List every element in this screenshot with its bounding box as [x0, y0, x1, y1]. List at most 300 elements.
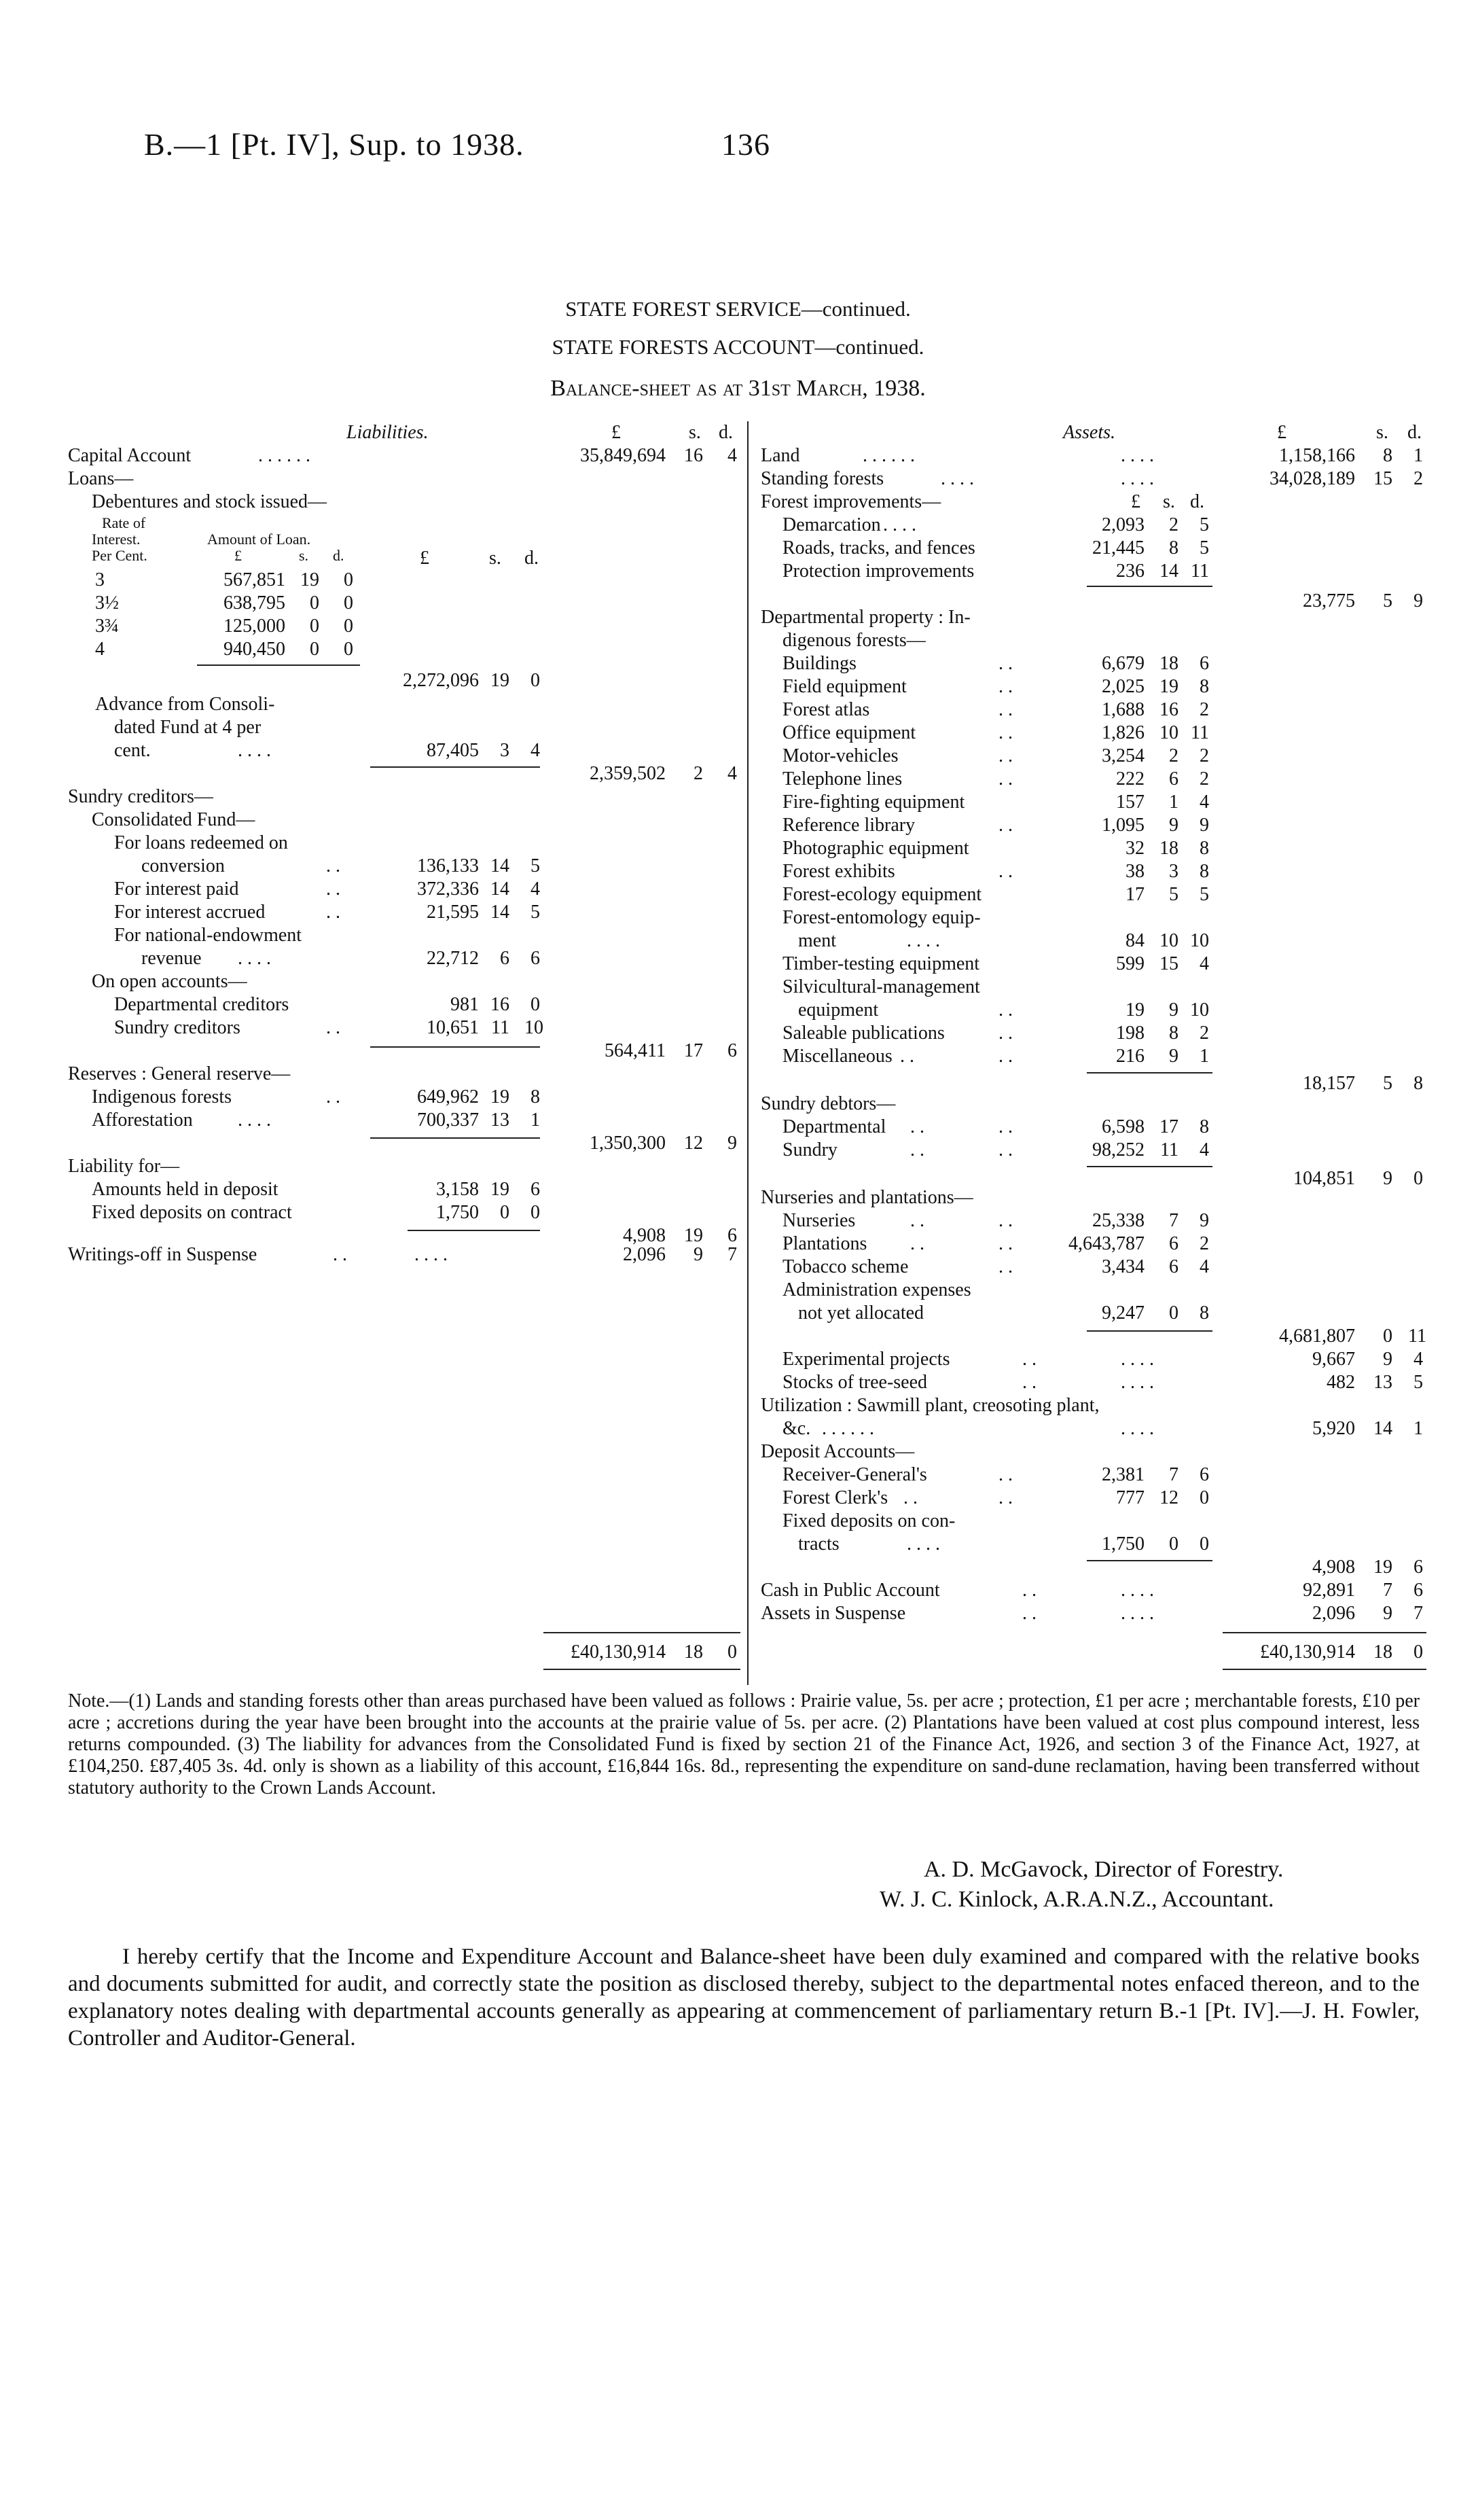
indigenous-forests-s: 19: [490, 1086, 509, 1107]
loan-amount-1: 567,851: [223, 569, 285, 590]
forest-ecology-equipment-label: Forest-ecology equipment: [782, 884, 982, 905]
debtors-sundry-s: 11: [1160, 1139, 1178, 1160]
fi-unit-d: d.: [1190, 491, 1204, 512]
liability-for-heading: Liability for—: [68, 1156, 180, 1177]
timber-testing-label: Timber-testing equipment: [782, 953, 980, 974]
liabilities-grand-total: £40,130,914: [571, 1641, 666, 1663]
divider: [408, 1230, 540, 1231]
interest-accrued-d: 5: [530, 902, 540, 923]
dots: . . . .: [883, 514, 916, 535]
dots: . .: [326, 855, 340, 876]
advance-label-1: Advance from Consoli-: [95, 694, 275, 715]
liab-head-pound: £: [611, 422, 621, 443]
redeemed-d: 5: [530, 855, 540, 876]
nurseries-amount: 25,338: [1092, 1210, 1145, 1231]
sundry-debtors-total-d: 0: [1414, 1168, 1423, 1189]
assets-head-s: s.: [1376, 422, 1388, 443]
debtors-sundry-amount: 98,252: [1092, 1139, 1145, 1160]
departmental-creditors-label: Departmental creditors: [114, 994, 289, 1015]
rate-1: 3: [95, 569, 105, 590]
dots: . .: [1022, 1349, 1037, 1370]
dots: . . . .: [1121, 1603, 1154, 1624]
forest-ecology-equipment-s: 5: [1169, 884, 1178, 905]
assets-grand-total: £40,130,914: [1260, 1641, 1355, 1663]
miscellaneous-label: Miscellaneous: [782, 1046, 893, 1067]
dots: . .: [326, 902, 340, 923]
endowment-s: 6: [500, 948, 509, 969]
entomology-label-2: ment: [798, 930, 836, 951]
sundry-creditors-label: Sundry creditors: [114, 1017, 240, 1038]
dots: . .: [998, 1233, 1013, 1254]
assets-suspense-s: 9: [1383, 1603, 1392, 1624]
nurseries-plantations-total-d: 11: [1408, 1326, 1426, 1347]
plantations-label: Plantations: [782, 1233, 867, 1254]
title-service: STATE FOREST SERVICE—continued.: [565, 297, 911, 321]
reserves-total-d: 9: [727, 1133, 737, 1154]
afforestation-s: 13: [490, 1110, 509, 1131]
demarcation-amount: 2,093: [1102, 514, 1145, 535]
cash-public-account-amount: 92,891: [1303, 1580, 1355, 1601]
sundry-creditors-total-d: 6: [727, 1040, 737, 1061]
receiver-general-amount: 2,381: [1102, 1464, 1145, 1485]
divider: [1087, 1166, 1212, 1167]
rate-header-2: Interest.: [92, 531, 141, 548]
dots: . .: [998, 745, 1013, 766]
divider: [543, 1632, 740, 1633]
dots: . .: [998, 768, 1013, 789]
field-equipment-amount: 2,025: [1102, 676, 1145, 697]
experimental-projects-label: Experimental projects: [782, 1349, 950, 1370]
plantations-amount: 4,643,787: [1068, 1233, 1145, 1254]
motor-vehicles-amount: 3,254: [1102, 745, 1145, 766]
forest-improvements-total: 23,775: [1303, 590, 1355, 611]
debtors-departmental-d: 8: [1200, 1116, 1209, 1137]
dots: . . . .: [1121, 445, 1154, 466]
tree-seed-s: 13: [1373, 1372, 1392, 1393]
page-reference: B.—1 [Pt. IV], Sup. to 1938.: [144, 127, 524, 162]
interest-paid-s: 14: [490, 879, 509, 900]
forest-atlas-label: Forest atlas: [782, 699, 870, 720]
liability-total-s: 19: [684, 1225, 703, 1246]
cash-public-account-s: 7: [1383, 1580, 1392, 1601]
interest-paid-d: 4: [530, 879, 540, 900]
indigenous-forests-d: 8: [530, 1086, 540, 1107]
land-d: 1: [1414, 445, 1423, 466]
admin-expenses-amount: 9,247: [1102, 1302, 1145, 1324]
debtors-departmental-label: Departmental: [782, 1116, 886, 1137]
departmental-property-total-s: 5: [1383, 1073, 1392, 1094]
forest-atlas-amount: 1,688: [1102, 699, 1145, 720]
dots: . . . .: [1121, 1580, 1154, 1601]
capital-account-label: Capital Account: [68, 445, 192, 466]
dots: . .: [998, 1487, 1013, 1508]
sundry-creditors-d: 10: [524, 1017, 543, 1038]
dots: . .: [998, 653, 1013, 674]
utilization-label-2: &c.: [782, 1418, 811, 1439]
receiver-general-label: Receiver-General's: [782, 1464, 927, 1485]
sundry-debtors-total-s: 9: [1383, 1168, 1392, 1189]
tobacco-scheme-s: 6: [1169, 1256, 1178, 1277]
loan-s-2: 0: [310, 592, 319, 614]
advance-label-3: cent.: [114, 740, 151, 761]
signature-accountant: W. J. C. Kinlock, A.R.A.N.Z., Accountant.: [880, 1887, 1274, 1912]
reference-library-d: 9: [1200, 815, 1209, 836]
forest-atlas-d: 2: [1200, 699, 1209, 720]
motor-vehicles-s: 2: [1169, 745, 1178, 766]
debentures-total: 2,272,096: [403, 670, 479, 691]
interest-paid-label: For interest paid: [114, 879, 239, 900]
loan-s-3: 0: [310, 616, 319, 637]
cash-public-account-label: Cash in Public Account: [761, 1580, 940, 1601]
buildings-s: 18: [1159, 653, 1178, 674]
cash-public-account-d: 6: [1414, 1580, 1423, 1601]
office-equipment-s: 10: [1159, 722, 1178, 743]
field-equipment-s: 19: [1159, 676, 1178, 697]
indigenous-forests-label: Indigenous forests: [92, 1086, 232, 1107]
nurseries-d: 9: [1200, 1210, 1209, 1231]
audit-certificate: I hereby certify that the Income and Expenditure Account and Balance-sheet have been duly examined and compared with the relative books and documents submitted for audit, and correctly state the position as disclosed thereby, subject to the departmental notes enfaced thereon, and to the explanatory notes dealing with departmental accounts generally as appearing at commencement of parliamentary return B.-1 [Pt. IV].—J. H. Fowler, Controller and Auditor-General.: [68, 1945, 1420, 2051]
admin-expenses-d: 8: [1200, 1302, 1209, 1324]
debentures-total-d: 0: [530, 670, 540, 691]
entomology-label-1: Forest-entomology equip-: [782, 907, 981, 928]
endowment-d: 6: [530, 948, 540, 969]
dots: . .: [998, 1046, 1013, 1067]
departmental-creditors-d: 0: [530, 994, 540, 1015]
silvicultural-amount: 19: [1126, 999, 1145, 1021]
debentures-total-s: 19: [490, 670, 509, 691]
dots: . .: [1022, 1580, 1037, 1601]
loan-amount-4: 940,450: [223, 639, 285, 660]
dots: . .: [326, 1086, 340, 1107]
reference-library-s: 9: [1169, 815, 1178, 836]
dots: . .: [910, 1139, 924, 1160]
divider: [1087, 1560, 1212, 1561]
mid-unit-d: d.: [524, 548, 539, 569]
forest-ecology-equipment-d: 5: [1200, 884, 1209, 905]
silvicultural-d: 10: [1190, 999, 1209, 1021]
loans-total: 2,359,502: [590, 763, 666, 784]
experimental-projects-d: 4: [1414, 1349, 1423, 1370]
afforestation-amount: 700,337: [417, 1110, 479, 1131]
dots: . . . .: [238, 740, 271, 761]
amt-unit-d: d.: [333, 547, 344, 564]
plantations-d: 2: [1200, 1233, 1209, 1254]
dots: . . . .: [907, 1533, 940, 1555]
field-equipment-label: Field equipment: [782, 676, 907, 697]
mid-unit-pound: £: [420, 548, 429, 569]
fixed-deposits-contracts-d: 0: [1200, 1533, 1209, 1555]
standing-forests-d: 2: [1414, 468, 1423, 489]
dots: . .: [333, 1244, 347, 1265]
roads-d: 5: [1200, 537, 1209, 558]
forest-clerk-label: Forest Clerk's: [782, 1487, 888, 1508]
field-equipment-d: 8: [1200, 676, 1209, 697]
rate-3: 3¾: [95, 616, 119, 637]
dots: . .: [903, 1487, 918, 1508]
forest-improvements-total-d: 9: [1414, 590, 1423, 611]
timber-testing-amount: 599: [1116, 953, 1145, 974]
amounts-deposit-label: Amounts held in deposit: [92, 1179, 278, 1200]
afforestation-d: 1: [530, 1110, 540, 1131]
fixed-deposits-s: 0: [500, 1202, 509, 1223]
departmental-property-total: 18,157: [1303, 1073, 1355, 1094]
telephone-lines-amount: 222: [1116, 768, 1145, 789]
dots: . . . .: [1121, 1418, 1154, 1439]
utilization-d: 1: [1414, 1418, 1423, 1439]
fi-unit-s: s.: [1163, 491, 1175, 512]
sundry-creditors-amount: 10,651: [427, 1017, 479, 1038]
reserves-total-s: 12: [684, 1133, 703, 1154]
telephone-lines-label: Telephone lines: [782, 768, 903, 789]
reserves-heading: Reserves : General reserve—: [68, 1063, 291, 1084]
fire-fighting-equipment-s: 1: [1169, 792, 1178, 813]
divider: [1223, 1669, 1426, 1670]
debtors-sundry-label: Sundry: [782, 1139, 838, 1160]
dots: . . . . . .: [822, 1418, 874, 1439]
utilization-label-1: Utilization : Sawmill plant, creosoting plant,: [761, 1395, 1100, 1416]
divider: [1087, 1072, 1212, 1073]
loans-heading: Loans—: [68, 468, 134, 489]
loan-d-4: 0: [344, 639, 353, 660]
amounts-deposit-d: 6: [530, 1179, 540, 1200]
divider: [370, 766, 540, 768]
standing-forests-label: Standing forests: [761, 468, 884, 489]
amt-unit-pound: £: [234, 547, 242, 564]
dots: . . . .: [1121, 1349, 1154, 1370]
deposit-accounts-total-d: 6: [1414, 1557, 1423, 1578]
sundry-creditors-total-s: 17: [684, 1040, 703, 1061]
dots: . . . . . .: [863, 445, 915, 466]
capital-s: 16: [684, 445, 703, 466]
miscellaneous-d: 1: [1200, 1046, 1209, 1067]
saleable-publications-amount: 198: [1116, 1023, 1145, 1044]
dots: . .: [1022, 1372, 1037, 1393]
amounts-deposit-amount: 3,158: [436, 1179, 479, 1200]
experimental-projects-amount: 9,667: [1312, 1349, 1355, 1370]
tobacco-scheme-amount: 3,434: [1102, 1256, 1145, 1277]
forest-clerk-amount: 777: [1116, 1487, 1145, 1508]
rate-4: 4: [95, 639, 105, 660]
tobacco-scheme-d: 4: [1200, 1256, 1209, 1277]
office-equipment-d: 11: [1191, 722, 1209, 743]
tree-seed-d: 5: [1414, 1372, 1423, 1393]
dots: . .: [1022, 1603, 1037, 1624]
dots: . .: [998, 999, 1013, 1021]
deposit-accounts-heading: Deposit Accounts—: [761, 1441, 915, 1462]
sundry-creditors-total: 564,411: [605, 1040, 666, 1061]
departmental-property-heading-1: Departmental property : In-: [761, 607, 971, 628]
photographic-equipment-s: 18: [1159, 838, 1178, 859]
liability-total: 4,908: [623, 1225, 666, 1246]
dots: . .: [998, 1256, 1013, 1277]
dots: . . . .: [238, 1110, 271, 1131]
demarcation-d: 5: [1200, 514, 1209, 535]
rate-2: 3½: [95, 592, 119, 614]
loan-s-1: 19: [300, 569, 319, 590]
endowment-amount: 22,712: [427, 948, 479, 969]
loan-d-3: 0: [344, 616, 353, 637]
nurseries-plantations-total: 4,681,807: [1279, 1326, 1355, 1347]
interest-paid-amount: 372,336: [417, 879, 479, 900]
roads-s: 8: [1169, 537, 1178, 558]
dots: . . . .: [414, 1244, 448, 1265]
photographic-equipment-amount: 32: [1126, 838, 1145, 859]
dots: . .: [998, 1023, 1013, 1044]
column-divider: [747, 421, 749, 1685]
fire-fighting-equipment-amount: 157: [1116, 792, 1145, 813]
loans-total-s: 2: [694, 763, 703, 784]
tree-seed-amount: 482: [1327, 1372, 1355, 1393]
dots: . . . .: [1121, 1372, 1154, 1393]
photographic-equipment-label: Photographic equipment: [782, 838, 969, 859]
protection-label: Protection improvements: [782, 561, 975, 582]
fi-unit-pound: £: [1131, 491, 1140, 512]
roads-label: Roads, tracks, and fences: [782, 537, 975, 558]
assets-suspense-label: Assets in Suspense: [761, 1603, 906, 1624]
dots: . .: [326, 1017, 340, 1038]
redeemed-amount: 136,133: [417, 855, 479, 876]
fixed-deposits-contracts-label-2: tracts: [798, 1533, 840, 1555]
forest-atlas-s: 16: [1159, 699, 1178, 720]
liab-head-d: d.: [719, 422, 733, 443]
loans-total-d: 4: [727, 763, 737, 784]
standing-forests-amount: 34,028,189: [1270, 468, 1355, 489]
dots: . . . .: [238, 948, 271, 969]
divider: [1223, 1632, 1426, 1633]
dots: . . . .: [1121, 468, 1154, 489]
nurseries-plantations-total-s: 0: [1383, 1326, 1392, 1347]
explanatory-note: Note.—(1) Lands and standing forests other than areas purchased have been valued as follows : Prairie value, 5s. per acre ; protection, £1 per acre ; merchantable forests, £10 per acre ; accretions during the year have been brought into the accounts at the prairie value of 5s. per acre. (2) Plantations have been valued at cost plus compound interest, less returns compounded. (3) The liability for advances from the Consolidated Fund is fixed by section 21 of the Finance Act, 1926, and section 3 of the Finance Act, 1927, at £104,250. £87,405 3s. 4d. only is shown as a liability of this account, £16,844 16s. 8d., representing the expenditure on sand-dune reclamation, having been transferred without statutory authority to the Crown Lands Account.: [68, 1690, 1420, 1798]
assets-grand-total-d: 0: [1414, 1641, 1423, 1663]
sundry-debtors-heading: Sundry debtors—: [761, 1093, 896, 1114]
nurseries-s: 7: [1169, 1210, 1178, 1231]
amt-unit-s: s.: [299, 547, 309, 564]
fire-fighting-equipment-d: 4: [1200, 792, 1209, 813]
dots: . .: [998, 1116, 1013, 1137]
land-s: 8: [1383, 445, 1392, 466]
miscellaneous-amount: 216: [1116, 1046, 1145, 1067]
fixed-deposits-contracts-label-1: Fixed deposits on con-: [782, 1510, 956, 1531]
interest-accrued-s: 14: [490, 902, 509, 923]
advance-s: 3: [500, 740, 509, 761]
forest-exhibits-amount: 38: [1126, 861, 1145, 882]
saleable-publications-label: Saleable publications: [782, 1023, 945, 1044]
liabilities-heading: Liabilities.: [346, 422, 429, 443]
writings-off-amount: 2,096: [623, 1244, 666, 1265]
tobacco-scheme-label: Tobacco scheme: [782, 1256, 909, 1277]
debtors-departmental-s: 17: [1159, 1116, 1178, 1137]
amounts-deposit-s: 19: [490, 1179, 509, 1200]
admin-expenses-s: 0: [1169, 1302, 1178, 1324]
admin-expenses-label-2: not yet allocated: [798, 1302, 924, 1324]
assets-grand-total-s: 18: [1373, 1641, 1392, 1663]
liab-head-s: s.: [689, 422, 701, 443]
silvicultural-label-1: Silvicultural-management: [782, 976, 980, 997]
divider: [370, 1137, 540, 1139]
protection-d: 11: [1191, 561, 1209, 582]
capital-total: 35,849,694: [580, 445, 666, 466]
saleable-publications-s: 8: [1169, 1023, 1178, 1044]
endowment-label-1: For national-endowment: [114, 925, 302, 946]
title-account: STATE FORESTS ACCOUNT—continued.: [552, 335, 924, 359]
advance-d: 4: [530, 740, 540, 761]
forest-improvements-total-s: 5: [1383, 590, 1392, 611]
departmental-creditors-amount: 981: [450, 994, 479, 1015]
receiver-general-d: 6: [1200, 1464, 1209, 1485]
redeemed-label-1: For loans redeemed on: [114, 832, 288, 853]
sundry-creditors-heading: Sundry creditors—: [68, 786, 213, 807]
motor-vehicles-d: 2: [1200, 745, 1209, 766]
experimental-projects-s: 9: [1383, 1349, 1392, 1370]
advance-label-2: dated Fund at 4 per: [114, 717, 262, 738]
admin-expenses-label-1: Administration expenses: [782, 1279, 971, 1300]
consolidated-fund-heading: Consolidated Fund—: [92, 809, 255, 830]
timber-testing-d: 4: [1200, 953, 1209, 974]
miscellaneous-s: 9: [1169, 1046, 1178, 1067]
debtors-departmental-amount: 6,598: [1102, 1116, 1145, 1137]
reserves-total: 1,350,300: [590, 1133, 666, 1154]
assets-heading: Assets.: [1063, 422, 1115, 443]
assets-head-d: d.: [1407, 422, 1422, 443]
interest-accrued-label: For interest accrued: [114, 902, 266, 923]
fire-fighting-equipment-label: Fire-fighting equipment: [782, 792, 965, 813]
capital-d: 4: [727, 445, 737, 466]
debentures-heading: Debentures and stock issued—: [92, 491, 327, 512]
fixed-deposits-contracts-amount: 1,750: [1102, 1533, 1145, 1555]
amount-header: Amount of Loan.: [207, 531, 311, 548]
divider: [1087, 586, 1212, 587]
liabilities-grand-total-d: 0: [727, 1641, 737, 1663]
reference-library-label: Reference library: [782, 815, 916, 836]
office-equipment-amount: 1,826: [1102, 722, 1145, 743]
utilization-s: 14: [1373, 1418, 1392, 1439]
dots: . . . .: [941, 468, 974, 489]
writings-off-d: 7: [727, 1244, 737, 1265]
forest-ecology-equipment-amount: 17: [1126, 884, 1145, 905]
dots: . . . .: [907, 930, 940, 951]
departmental-property-total-d: 8: [1414, 1073, 1423, 1094]
advance-amount: 87,405: [427, 740, 479, 761]
divider: [370, 1046, 540, 1048]
loan-amount-2: 638,795: [223, 592, 285, 614]
endowment-label-2: revenue: [141, 948, 202, 969]
entomology-d: 10: [1190, 930, 1209, 951]
roads-amount: 21,445: [1092, 537, 1145, 558]
forest-exhibits-d: 8: [1200, 861, 1209, 882]
loan-d-2: 0: [344, 592, 353, 614]
demarcation-label: Demarcation: [782, 514, 881, 535]
dots: . . . . . .: [258, 445, 310, 466]
assets-suspense-amount: 2,096: [1312, 1603, 1355, 1624]
buildings-amount: 6,679: [1102, 653, 1145, 674]
nurseries-plantations-heading: Nurseries and plantations—: [761, 1187, 973, 1208]
dots: . .: [910, 1116, 924, 1137]
loan-amount-3: 125,000: [223, 616, 285, 637]
plantations-s: 6: [1169, 1233, 1178, 1254]
forest-clerk-s: 12: [1159, 1487, 1178, 1508]
dots: . .: [998, 1464, 1013, 1485]
loan-d-1: 0: [344, 569, 353, 590]
dots: . .: [998, 1210, 1013, 1231]
divider: [197, 664, 360, 666]
deposit-accounts-total: 4,908: [1312, 1557, 1355, 1578]
dots: . .: [910, 1210, 924, 1231]
assets-suspense-d: 7: [1414, 1603, 1423, 1624]
dots: . .: [998, 861, 1013, 882]
dots: . .: [326, 879, 340, 900]
dots: . .: [998, 722, 1013, 743]
demarcation-s: 2: [1169, 514, 1178, 535]
